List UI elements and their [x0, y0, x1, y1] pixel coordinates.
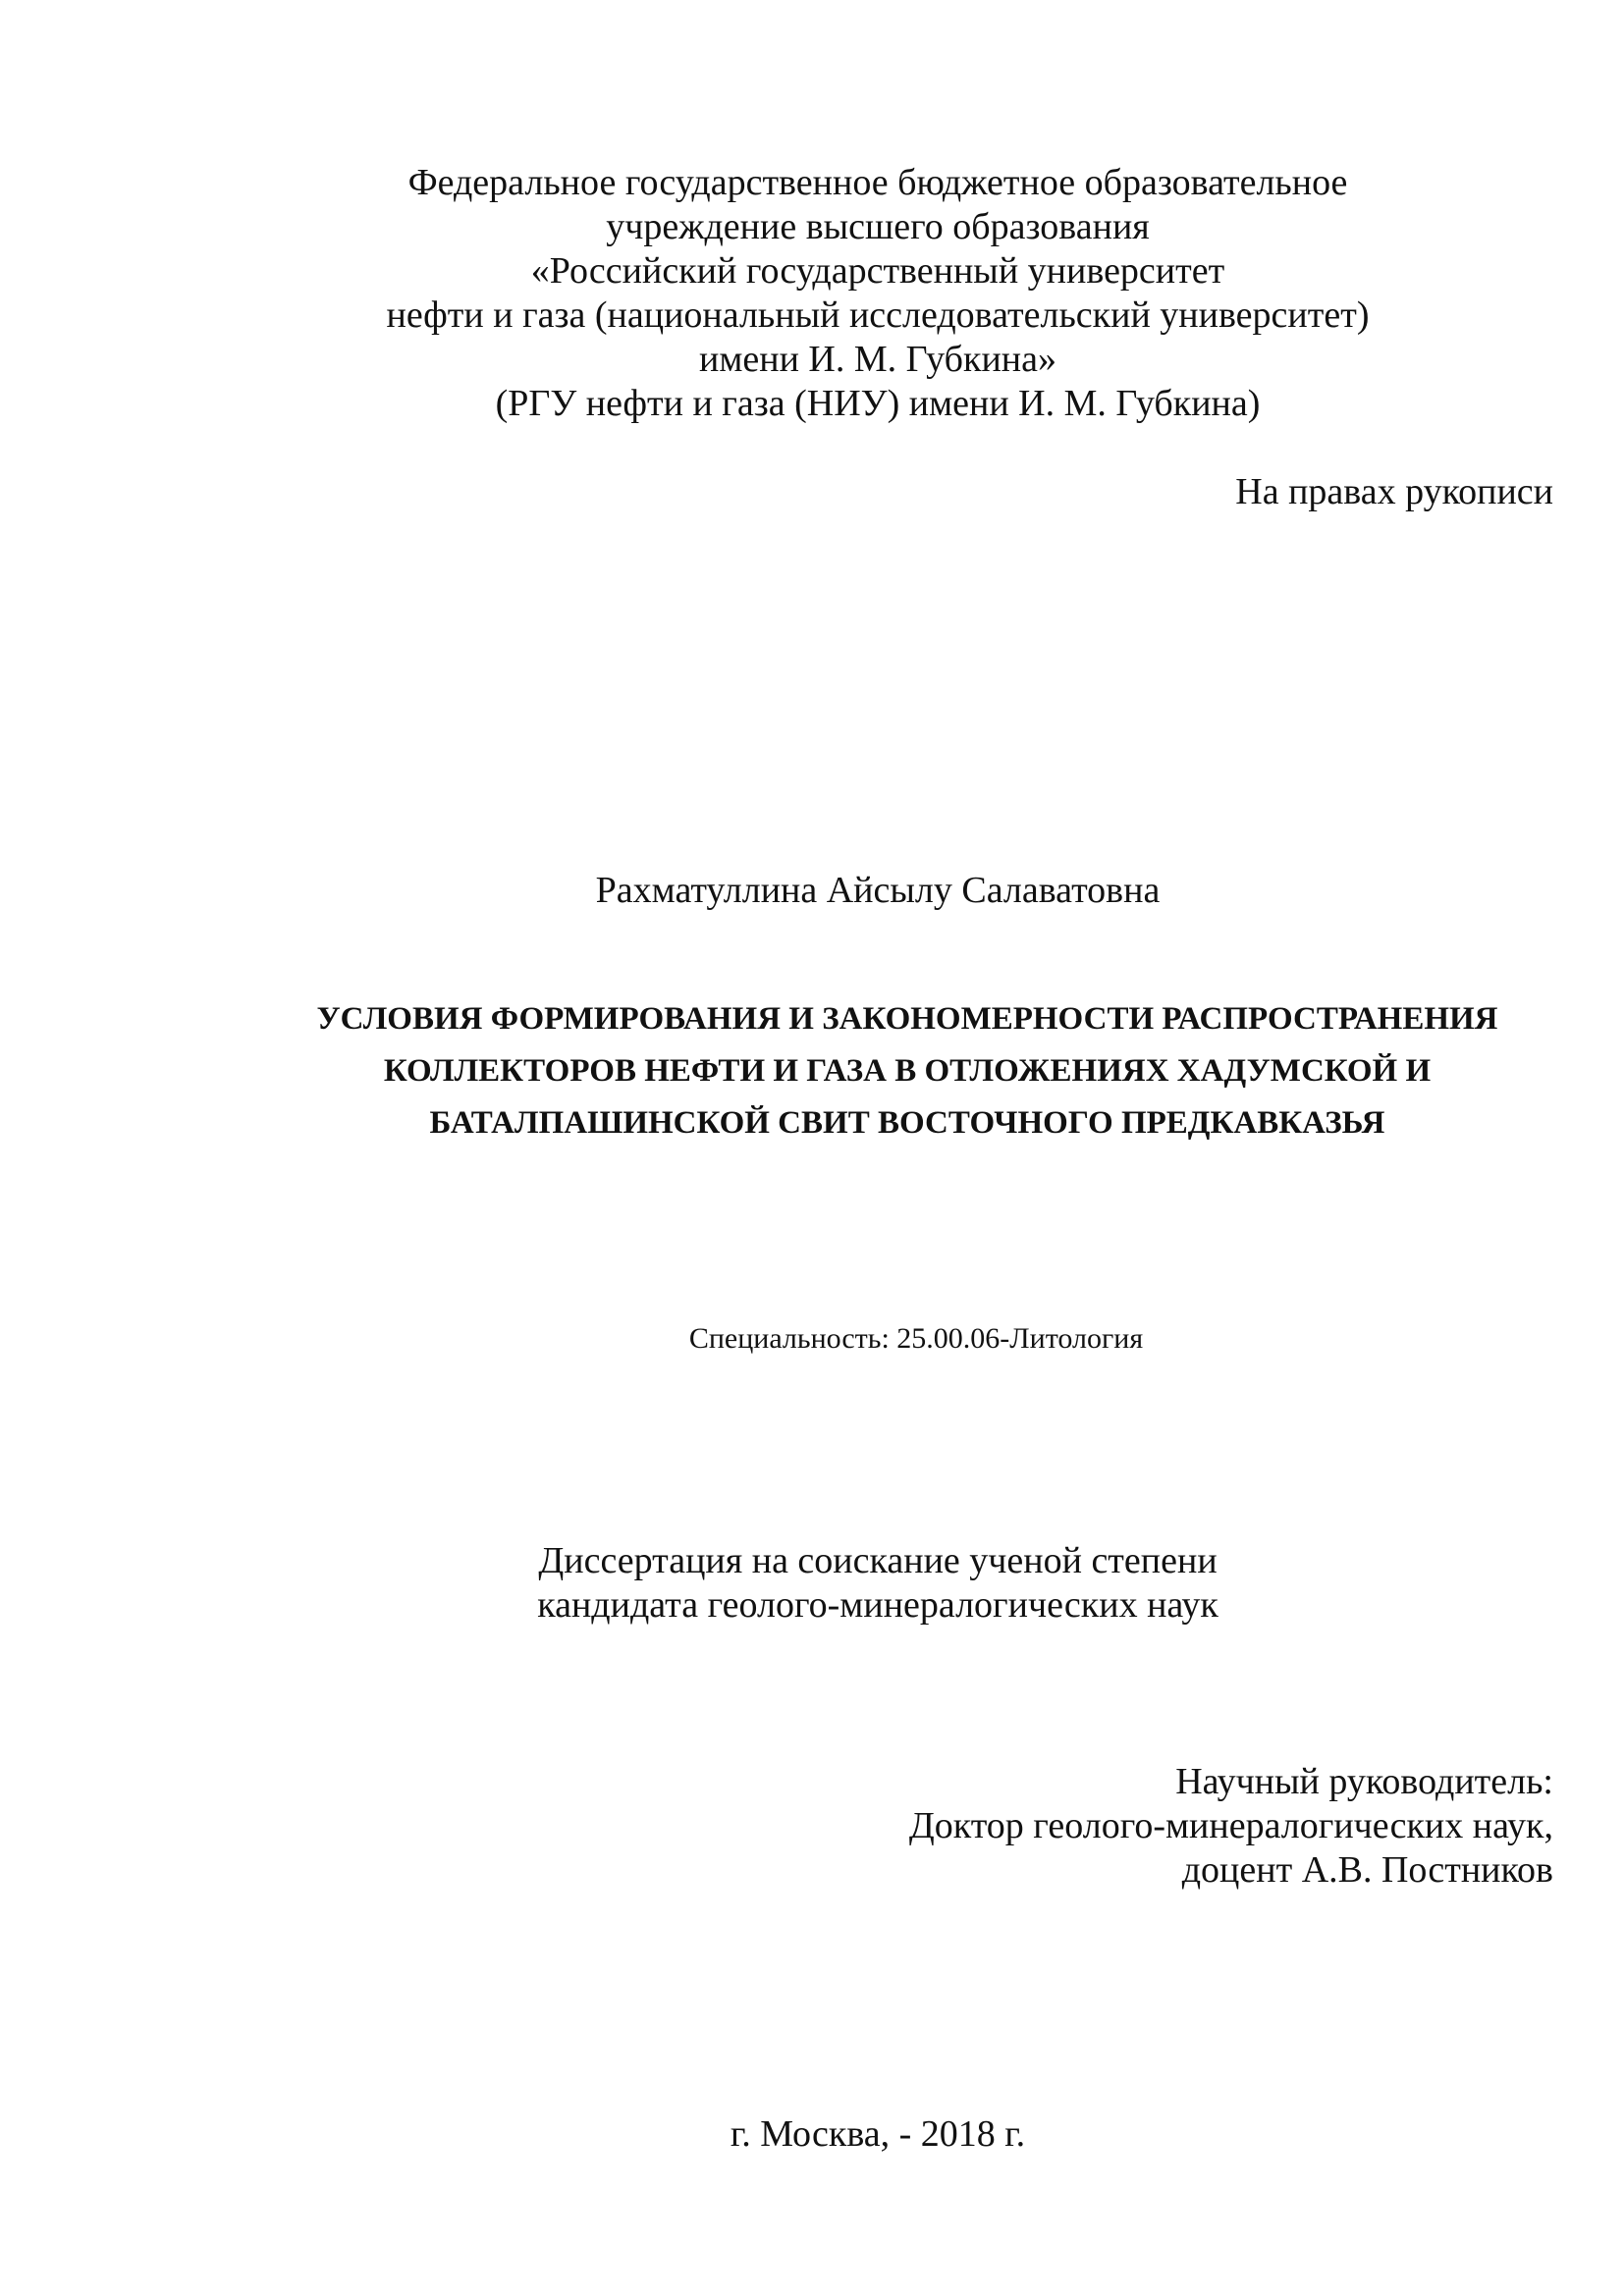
organization-line-1: Федеральное государственное бюджетное образовательное [407, 162, 1348, 203]
degree-line-2: кандидата геолого-минералогических наук [537, 1584, 1218, 1626]
author-name: Рахматуллина Айсылу Салаватовна [595, 870, 1161, 911]
specialty: Специальность: 25.00.06-Литология [688, 1322, 1144, 1355]
organization-line-5: имени И. М. Губкина» [698, 339, 1056, 380]
organization-line-3: «Российский государственный университет [530, 250, 1225, 292]
dissertation-title-line-2: КОЛЛЕКТОРОВ НЕФТИ И ГАЗА В ОТЛОЖЕНИЯХ ХАДУМСКОЙ И [383, 1053, 1432, 1089]
organization-line-2: учреждение высшего образования [606, 206, 1150, 247]
organization-line-4: нефти и газа (национальный исследовательский университет) [386, 294, 1370, 336]
degree-line-1: Диссертация на соискание ученой степени [538, 1540, 1218, 1581]
supervisor-name: доцент А.В. Постников [1181, 1849, 1553, 1891]
dissertation-title-line-1: УСЛОВИЯ ФОРМИРОВАНИЯ И ЗАКОНОМЕРНОСТИ РАСПРОСТРАНЕНИЯ [316, 1001, 1498, 1037]
organization-line-6: (РГУ нефти и газа (НИУ) имени И. М. Губкина) [495, 383, 1261, 424]
dissertation-title-line-3: БАТАЛПАШИНСКОЙ СВИТ ВОСТОЧНОГО ПРЕДКАВКАЗЬЯ [429, 1105, 1385, 1141]
supervisor-label: Научный руководитель: [1175, 1761, 1553, 1802]
place-year: г. Москва, - 2018 г. [730, 2113, 1026, 2155]
manuscript-note: На правах рукописи [1235, 471, 1553, 512]
supervisor-degree: Доктор геолого-минералогических наук, [908, 1805, 1553, 1846]
